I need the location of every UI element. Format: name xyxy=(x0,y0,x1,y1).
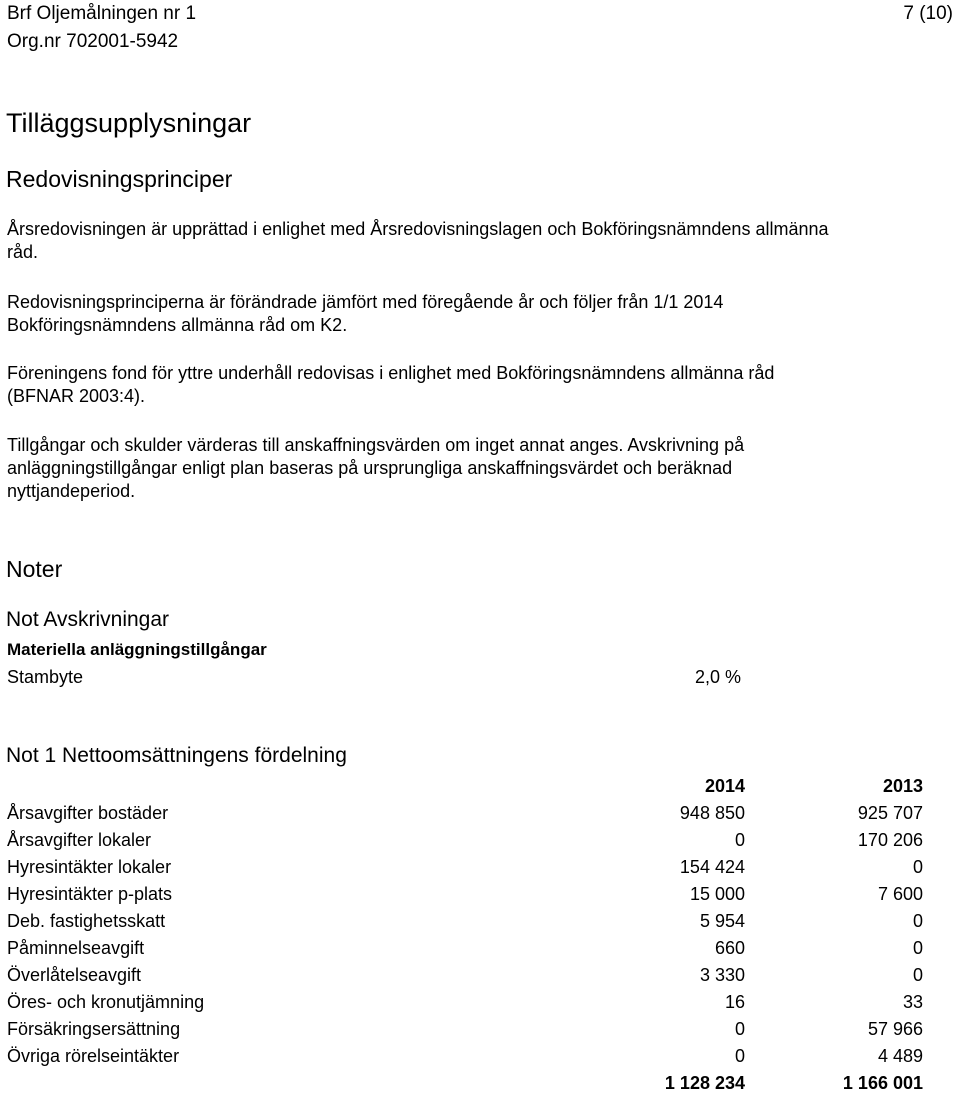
principles-p2-line2: Bokföringsnämndens allmänna råd om K2. xyxy=(7,315,348,335)
principles-heading: Redovisningsprinciper xyxy=(6,166,233,192)
row-label: Årsavgifter lokaler xyxy=(7,830,152,850)
row-value-2014: 5 954 xyxy=(699,911,745,931)
principles-paragraph-1 xyxy=(7,218,829,264)
row-label: Hyresintäkter p-plats xyxy=(7,884,173,904)
row-value-2014: 15 000 xyxy=(689,884,745,904)
depreciation-note-heading: Not Avskrivningar xyxy=(6,608,170,631)
notes-heading: Noter xyxy=(6,556,63,582)
row-value-2014: 0 xyxy=(734,830,745,850)
page-number: 7 (10) xyxy=(903,3,953,24)
principles-p3-line2: (BFNAR 2003:4). xyxy=(7,386,146,406)
column-header-2013: 2013 xyxy=(882,776,923,796)
row-label: Öres- och kronutjämning xyxy=(7,992,205,1012)
row-value-2013: 57 966 xyxy=(867,1019,923,1039)
row-label: Försäkringsersättning xyxy=(7,1019,181,1039)
note1-heading: Not 1 Nettoomsättningens fördelning xyxy=(6,744,347,767)
page-title: Tilläggsupplysningar xyxy=(6,108,252,138)
total-2013: 1 166 001 xyxy=(842,1073,923,1093)
row-value-2013: 0 xyxy=(912,965,923,985)
row-label: Överlåtelseavgift xyxy=(7,965,142,985)
row-value-2014: 154 424 xyxy=(679,857,745,877)
row-value-2014: 948 850 xyxy=(679,803,745,823)
principles-paragraph-4 xyxy=(7,434,744,503)
row-label: Övriga rörelseintäkter xyxy=(7,1046,180,1066)
row-value-2013: 4 489 xyxy=(877,1046,923,1066)
row-value-2013: 0 xyxy=(912,857,923,877)
principles-paragraph-2 xyxy=(7,291,723,337)
principles-p2-line1: Redovisningsprinciperna är förändrade jämfört med föregående år och följer från 1/1 2014 xyxy=(7,292,724,312)
row-value-2013: 33 xyxy=(902,992,923,1012)
principles-p1-line1: Årsredovisningen är upprättad i enlighet med Årsredovisningslagen och Bokföringsnämndens allmänna xyxy=(7,219,829,239)
row-value-2014: 3 330 xyxy=(699,965,745,985)
depreciation-item-value: 2,0 % xyxy=(694,667,741,687)
depreciation-item-label: Stambyte xyxy=(7,667,84,687)
principles-p4-line3: nyttjandeperiod. xyxy=(7,481,136,501)
row-value-2013: 7 600 xyxy=(877,884,923,904)
row-value-2013: 170 206 xyxy=(857,830,923,850)
principles-p4-line2: anläggningstillgångar enligt plan baseras på ursprungliga anskaffningsvärdet och beräknad xyxy=(7,458,733,478)
row-label: Deb. fastighetsskatt xyxy=(7,911,166,931)
depreciation-subheading: Materiella anläggningstillgångar xyxy=(7,640,267,659)
row-value-2013: 0 xyxy=(912,911,923,931)
row-label: Årsavgifter bostäder xyxy=(7,803,169,823)
principles-paragraph-3 xyxy=(7,362,774,408)
principles-p3-line1: Föreningens fond för yttre underhåll redovisas i enlighet med Bokföringsnämndens allmänna råd xyxy=(7,363,775,383)
total-2014: 1 128 234 xyxy=(664,1073,745,1093)
org-name: Brf Oljemålningen nr 1 xyxy=(7,3,197,24)
principles-p4-line1: Tillgångar och skulder värderas till anskaffningsvärden om inget annat anges. Avskrivning på xyxy=(7,435,745,455)
row-value-2014: 0 xyxy=(734,1046,745,1066)
row-value-2014: 660 xyxy=(714,938,745,958)
row-value-2013: 0 xyxy=(912,938,923,958)
row-value-2013: 925 707 xyxy=(857,803,923,823)
row-value-2014: 0 xyxy=(734,1019,745,1039)
row-label: Hyresintäkter lokaler xyxy=(7,857,172,877)
org-number: Org.nr 702001-5942 xyxy=(7,31,179,52)
row-label: Påminnelseavgift xyxy=(7,938,145,958)
row-value-2014: 16 xyxy=(724,992,745,1012)
column-header-2014: 2014 xyxy=(704,776,745,796)
principles-p1-line2: råd. xyxy=(7,242,39,262)
